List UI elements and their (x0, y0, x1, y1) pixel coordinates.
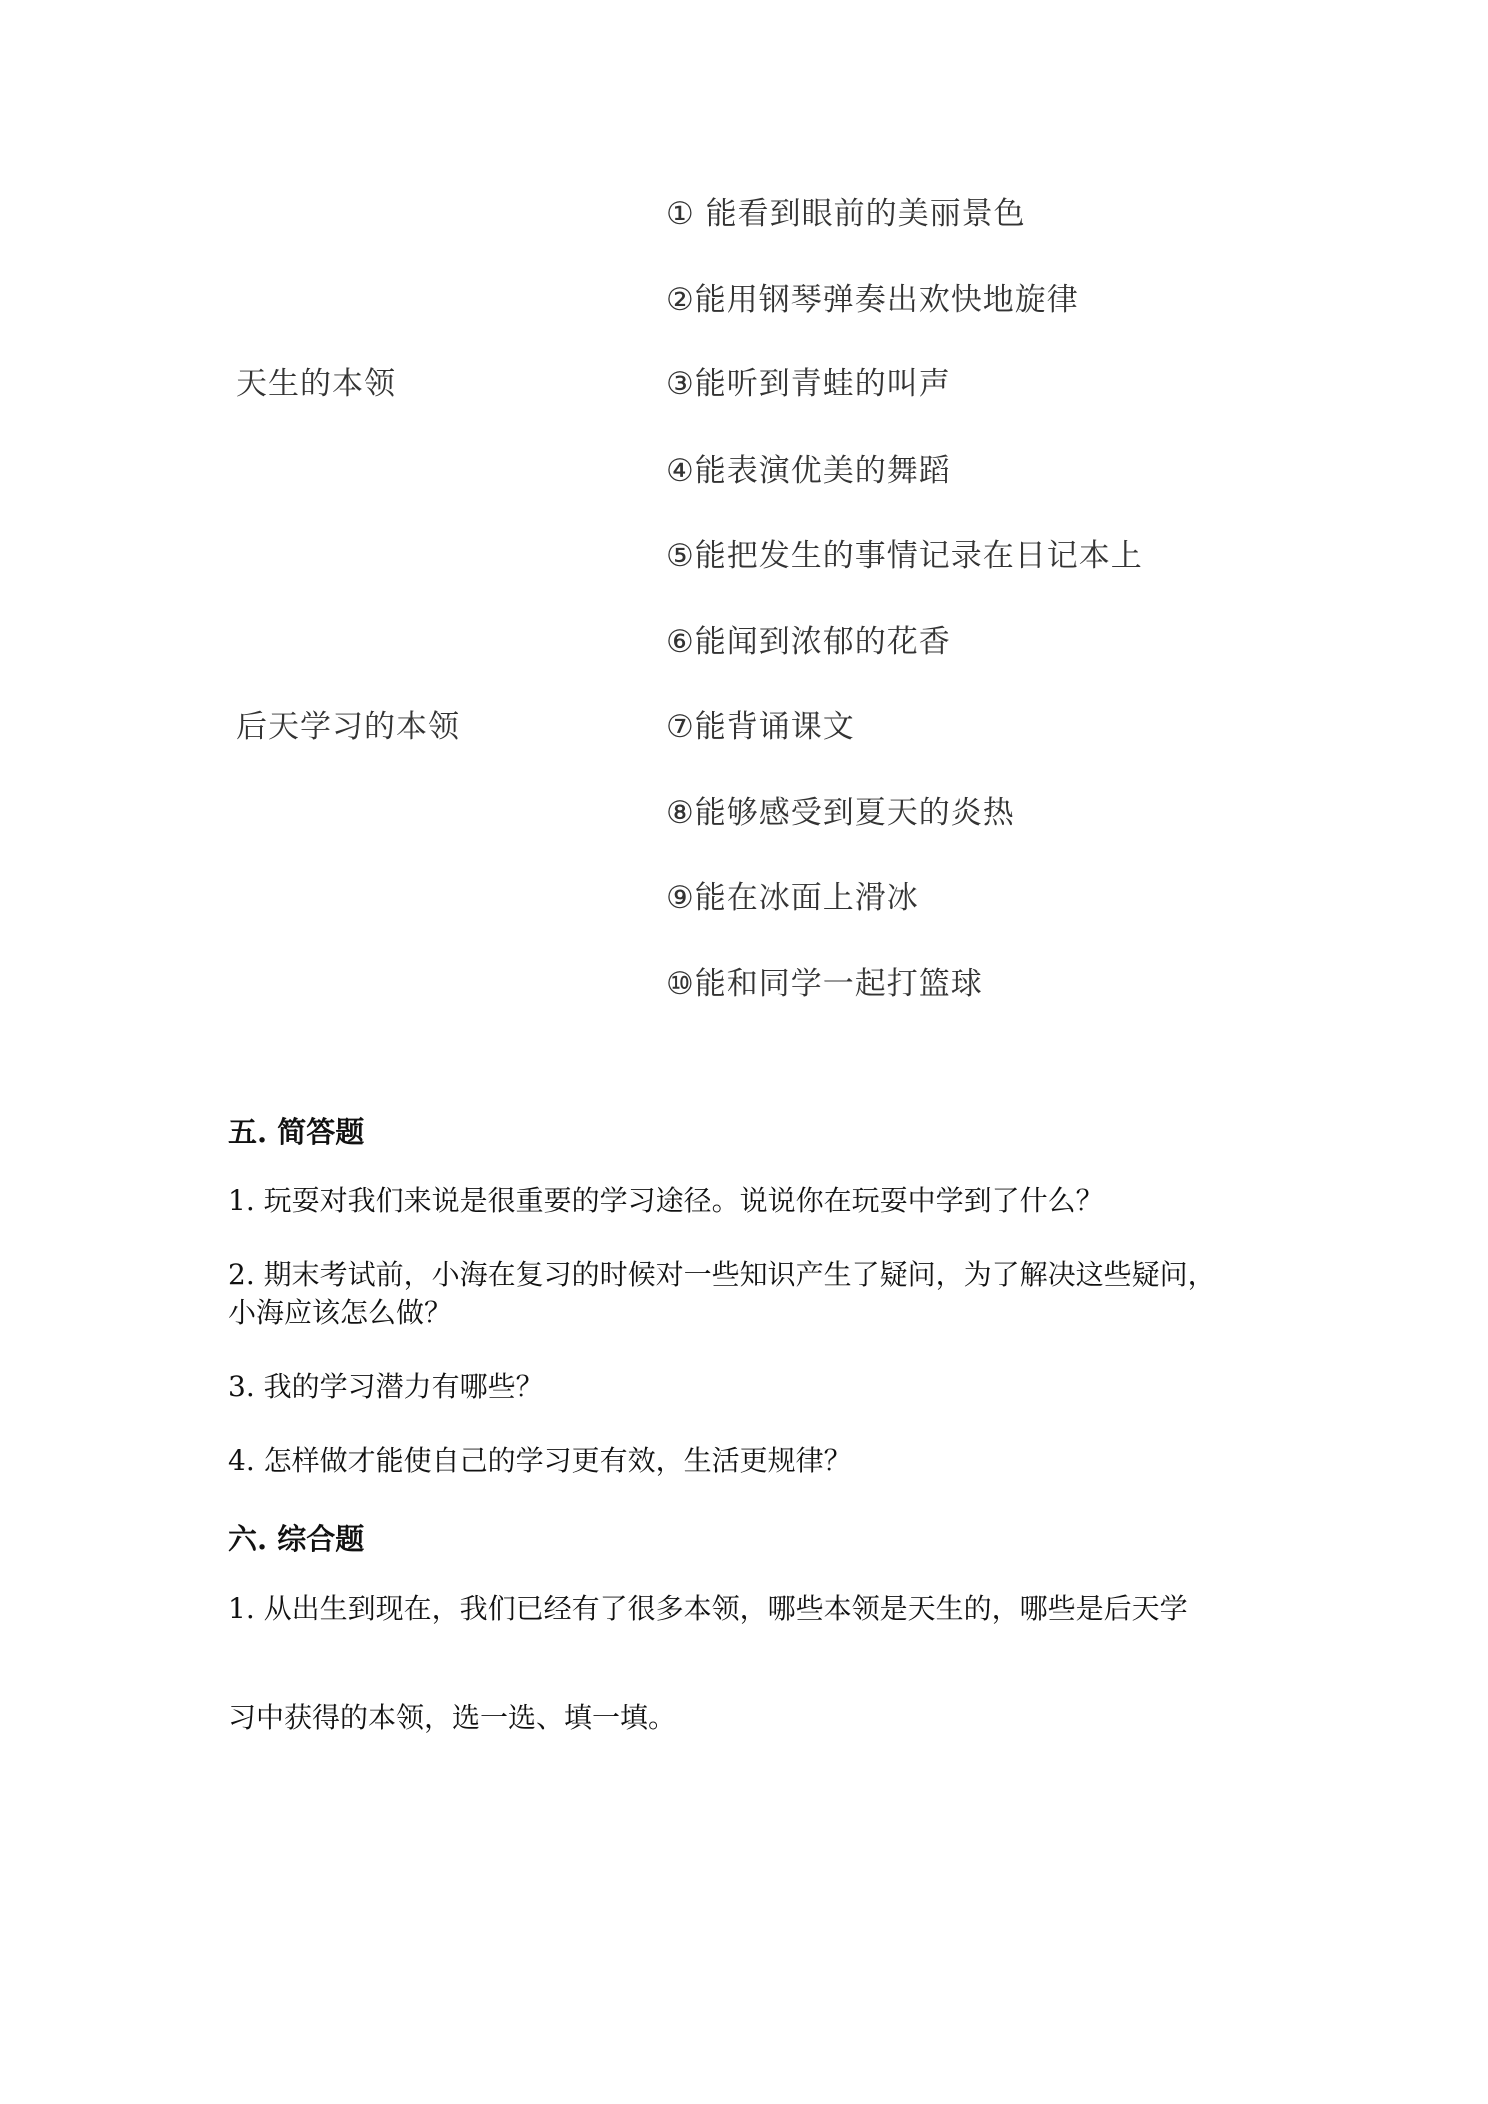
question-5-2: 2. 期末考试前，小海在复习的时候对一些知识产生了疑问，为了解决这些疑问， (228, 1258, 1216, 1291)
category-innate: 天生的本领 (236, 366, 396, 402)
question-5-3: 3. 我的学习潜力有哪些？ (228, 1370, 544, 1403)
question-5-4: 4. 怎样做才能使自己的学习更有效，生活更规律？ (228, 1444, 852, 1477)
option-9: ⑨能在冰面上滑冰 (666, 880, 919, 916)
option-1: ① 能看到眼前的美丽景色 (666, 196, 1026, 232)
option-3: ③能听到青蛙的叫声 (666, 366, 951, 402)
question-6-1-cont: 习中获得的本领，选一选、填一填。 (228, 1701, 677, 1734)
question-5-2-cont: 小海应该怎么做？ (228, 1296, 453, 1329)
section-title-comprehensive: 六. 综合题 (228, 1522, 365, 1556)
option-10: ⑩能和同学一起打篮球 (666, 966, 983, 1002)
option-2: ②能用钢琴弹奏出欢快地旋律 (666, 282, 1079, 318)
option-4: ④能表演优美的舞蹈 (666, 453, 951, 489)
category-learned: 后天学习的本领 (236, 709, 460, 745)
option-7: ⑦能背诵课文 (666, 709, 855, 745)
option-6: ⑥能闻到浓郁的花香 (666, 624, 951, 660)
option-5: ⑤能把发生的事情记录在日记本上 (666, 538, 1143, 574)
question-6-1: 1. 从出生到现在，我们已经有了很多本领，哪些本领是天生的，哪些是后天学 (228, 1592, 1188, 1625)
section-title-short-answer: 五. 简答题 (228, 1115, 365, 1149)
option-8: ⑧能够感受到夏天的炎热 (666, 795, 1015, 831)
question-5-1: 1. 玩耍对我们来说是很重要的学习途径。说说你在玩耍中学到了什么？ (228, 1184, 1104, 1217)
